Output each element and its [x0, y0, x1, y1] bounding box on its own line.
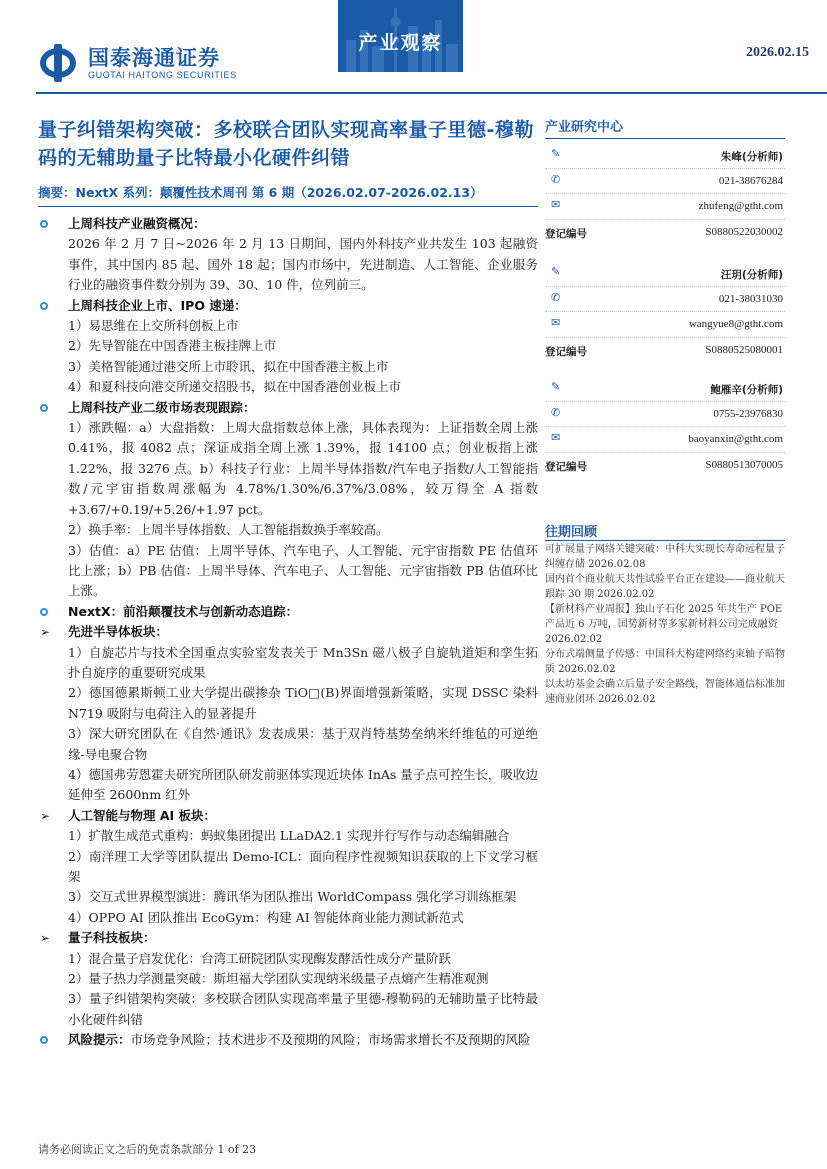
analyst-cert: S0880525080001 — [705, 343, 783, 356]
arrow-icon: ➢ — [40, 931, 51, 946]
analyst-name: 朱峰(分析师) — [720, 151, 783, 163]
section-heading: 上周科技产业融资概况： — [38, 214, 538, 234]
list-item: 1）混合量子启发优化：台湾工研院团队实现酶发酵活性成分产量阶跃 — [68, 950, 451, 966]
report-title: 量子纠错架构突破：多校联合团队实现高率量子里德-穆勒码的无辅助量子比特最小化硬件纠错 — [38, 119, 534, 169]
analyst-phone: 021-38031030 — [718, 292, 783, 305]
header-divider — [36, 92, 827, 94]
list-item: 3）估值：a）PE 估值：上周半导体、汽车电子、人工智能、元宇宙指数 PE 估值环比上涨；b）PB 估值：上周半导体、汽车电子、人工智能、元宇宙指数 PB 估值环比上涨。 — [68, 542, 538, 599]
analyst-card — [545, 261, 785, 363]
past-issues-list — [545, 542, 785, 707]
report-date: 2026.02.15 — [746, 45, 809, 60]
list-item: 2）南洋理工大学等团队提出 Demo-ICL：面向程序性视频知识获取的上下文学习框架 — [68, 848, 538, 884]
analyst-cert: S0880513070005 — [705, 458, 783, 471]
list-item: 1）扩散生成范式重构：蚂蚁集团提出 LLaDA2.1 实现并行写作与动态编辑融合 — [68, 828, 510, 844]
subsection-heading: ➢ 人工智能与物理 AI 板块： — [38, 806, 538, 826]
section-heading: 上周科技产业二级市场表现跟踪： — [38, 398, 538, 418]
phone-icon: ✆ — [551, 290, 561, 304]
sidebar-divider — [545, 138, 785, 139]
subsection-heading: ➢ 量子科技板块： — [38, 928, 538, 948]
list-item: 2）先导智能在中国香港主板挂牌上市 — [68, 338, 276, 354]
analyst-email[interactable]: baoyanxin@gtht.com — [688, 433, 783, 445]
section-heading: 上周科技企业上市、IPO 速递： — [38, 296, 538, 316]
pen-icon: ✎ — [551, 265, 561, 278]
paragraph: 2026 年 2 月 7 日~2026 年 2 月 13 日期间，国内外科技产业共发生 103 起融资事件，其中国内 85 起、国外 18 起；国内市场中，先进制造、人工智能、企业服务行业的融资事件数分别为 39、30、10 件，位列前三。 — [68, 236, 538, 293]
analyst-email[interactable]: zhufeng@gtht.com — [698, 200, 783, 212]
analyst-cert: S0880522030002 — [705, 225, 783, 238]
company-logo — [38, 44, 237, 82]
list-item: 1）易思维在上交所科创板上市 — [68, 318, 239, 334]
list-item: 3）美格智能通过港交所上市聆讯，拟在中国香港主板上市 — [68, 358, 389, 374]
past-issue-link[interactable]: 可扩展量子网络关键突破：中科大实现长寿命远程量子纠缠存储 2026.02.08 — [545, 544, 785, 570]
email-icon: ✉ — [551, 316, 561, 329]
risk-section — [38, 1030, 538, 1050]
list-item: 3）量子纠错架构突破：多校联合团队实现高率量子里德-穆勒码的无辅助量子比特最小化硬件纠错 — [68, 991, 538, 1027]
logo-name-en: GUOTAI HAITONG SECURITIES — [88, 70, 237, 80]
risk-label: 风险提示： — [68, 1032, 131, 1048]
arrow-icon: ➢ — [40, 808, 51, 823]
logo-mark-icon — [38, 44, 82, 82]
past-issue-link[interactable]: 【新材料产业周报】独山子石化 2025 年共生产 POE 产品近 6 万吨，国势新材等多家新材料公司完成融资 2026.02.02 — [545, 604, 783, 645]
analyst-name: 汪玥(分析师) — [720, 269, 783, 281]
list-item: 2）量子热力学测量突破：斯坦福大学团队实现纳米级量子点熵产生精准观测 — [68, 971, 489, 987]
summary-content — [38, 214, 538, 1051]
cert-label: 登记编号 — [545, 345, 587, 358]
phone-icon: ✆ — [551, 405, 561, 419]
past-issue-link[interactable]: 以太坊基金会确立后量子安全路线，智能体通信标准加速商业闭环 2026.02.02 — [545, 679, 785, 705]
bullet-icon — [40, 608, 48, 616]
bullet-icon — [40, 1036, 48, 1044]
analyst-card — [545, 143, 785, 245]
cert-label: 登记编号 — [545, 460, 587, 473]
analyst-card — [545, 376, 785, 478]
email-icon: ✉ — [551, 431, 561, 444]
email-icon: ✉ — [551, 198, 561, 211]
analyst-phone: 021-38676284 — [718, 174, 783, 187]
report-type-banner — [338, 0, 463, 72]
list-item: 1）自旋芯片与技术全国重点实验室发表关于 Mn3Sn 磁八极子自旋轨道矩和孪生拓扑自旋序的重要研究成果 — [68, 644, 538, 680]
list-item: 2）德国德累斯顿工业大学提出碳掺杂 TiO□(B)界面增强新策略，实现 DSSC 染料 N719 吸附与电荷注入的显著提升 — [68, 685, 538, 721]
list-item: 4）OPPO AI 团队推出 EcoGym：构建 AI 智能体商业能力测试新范式 — [68, 909, 464, 925]
past-issues-title: 往期回顾 — [545, 525, 598, 540]
subsection-heading: ➢ 先进半导体板块： — [38, 622, 538, 642]
analyst-email[interactable]: wangyue8@gtht.com — [688, 318, 783, 330]
research-center-title: 产业研究中心 — [545, 120, 624, 135]
abstract-heading: 摘要：NextX 系列：颠覆性技术周刊 第 6 期（2026.02.07-2026.02.13） — [38, 185, 483, 200]
bullet-icon — [40, 404, 48, 412]
list-item: 3）深大研究团队在《自然·通讯》发表成果：基于双肖特基势垒纳米纤维毡的可逆绝缘-导电聚合物 — [68, 726, 538, 762]
pen-icon: ✎ — [551, 147, 561, 160]
list-item: 4）德国弗劳恩霍夫研究所团队研发前驱体实现近块体 InAs 量子点可控生长，吸收边延伸至 2600nm 红外 — [68, 766, 538, 803]
past-issue-link[interactable]: 国内首个商业航天共性试验平台正在建设——商业航天跟踪 30 期 2026.02.02 — [545, 574, 785, 600]
list-item: 4）和夏科技向港交所递交招股书，拟在中国香港创业板上市 — [68, 379, 401, 395]
risk-text: 市场竞争风险；技术进步不及预期的风险；市场需求增长不及预期的风险 — [130, 1032, 531, 1048]
arrow-icon: ➢ — [40, 625, 51, 640]
phone-icon: ✆ — [551, 172, 561, 186]
report-type-label: 产业观察 — [358, 32, 443, 54]
page-footer: 请务必阅读正文之后的免责条款部分 1 of 23 — [38, 1143, 257, 1156]
cert-label: 登记编号 — [545, 227, 587, 240]
section-heading: NextX：前沿颠覆技术与创新动态追踪： — [38, 602, 538, 622]
bullet-icon — [40, 220, 48, 228]
past-issue-link[interactable]: 分布式端侧量子传感：中国科大构建网络约束轴子暗物质 2026.02.02 — [545, 649, 785, 675]
abstract-divider — [38, 206, 538, 207]
list-item: 3）交互式世界模型演进：腾讯华为团队推出 WorldCompass 强化学习训练框架 — [68, 889, 517, 905]
sidebar-divider — [545, 540, 785, 541]
list-item: 1）涨跌幅：a）大盘指数：上周大盘指数总体上涨，具体表现为：上证指数全周上涨 0.41%，报 4082 点；深证成指全周上涨 1.39%，报 14100 点；创业板指上涨 1.22%，报 3276 点。b）科技子行业：上周半导体指数/汽车电子指数/人工智能指数/元宇宙指数周涨幅为 4.78%/1.30%/6.37%/3.08%，较万得全 A 指数+3.67/+0.19/+5.26/+1.97 pct。 — [68, 420, 538, 517]
analyst-name: 鲍雁辛(分析师) — [710, 384, 783, 396]
analyst-phone: 0755-23976830 — [713, 407, 783, 420]
bullet-icon — [40, 302, 48, 310]
list-item: 2）换手率：上周半导体指数、人工智能指数换手率较高。 — [68, 522, 389, 538]
pen-icon: ✎ — [551, 380, 561, 393]
logo-name-cn: 国泰海通证券 — [88, 46, 220, 70]
